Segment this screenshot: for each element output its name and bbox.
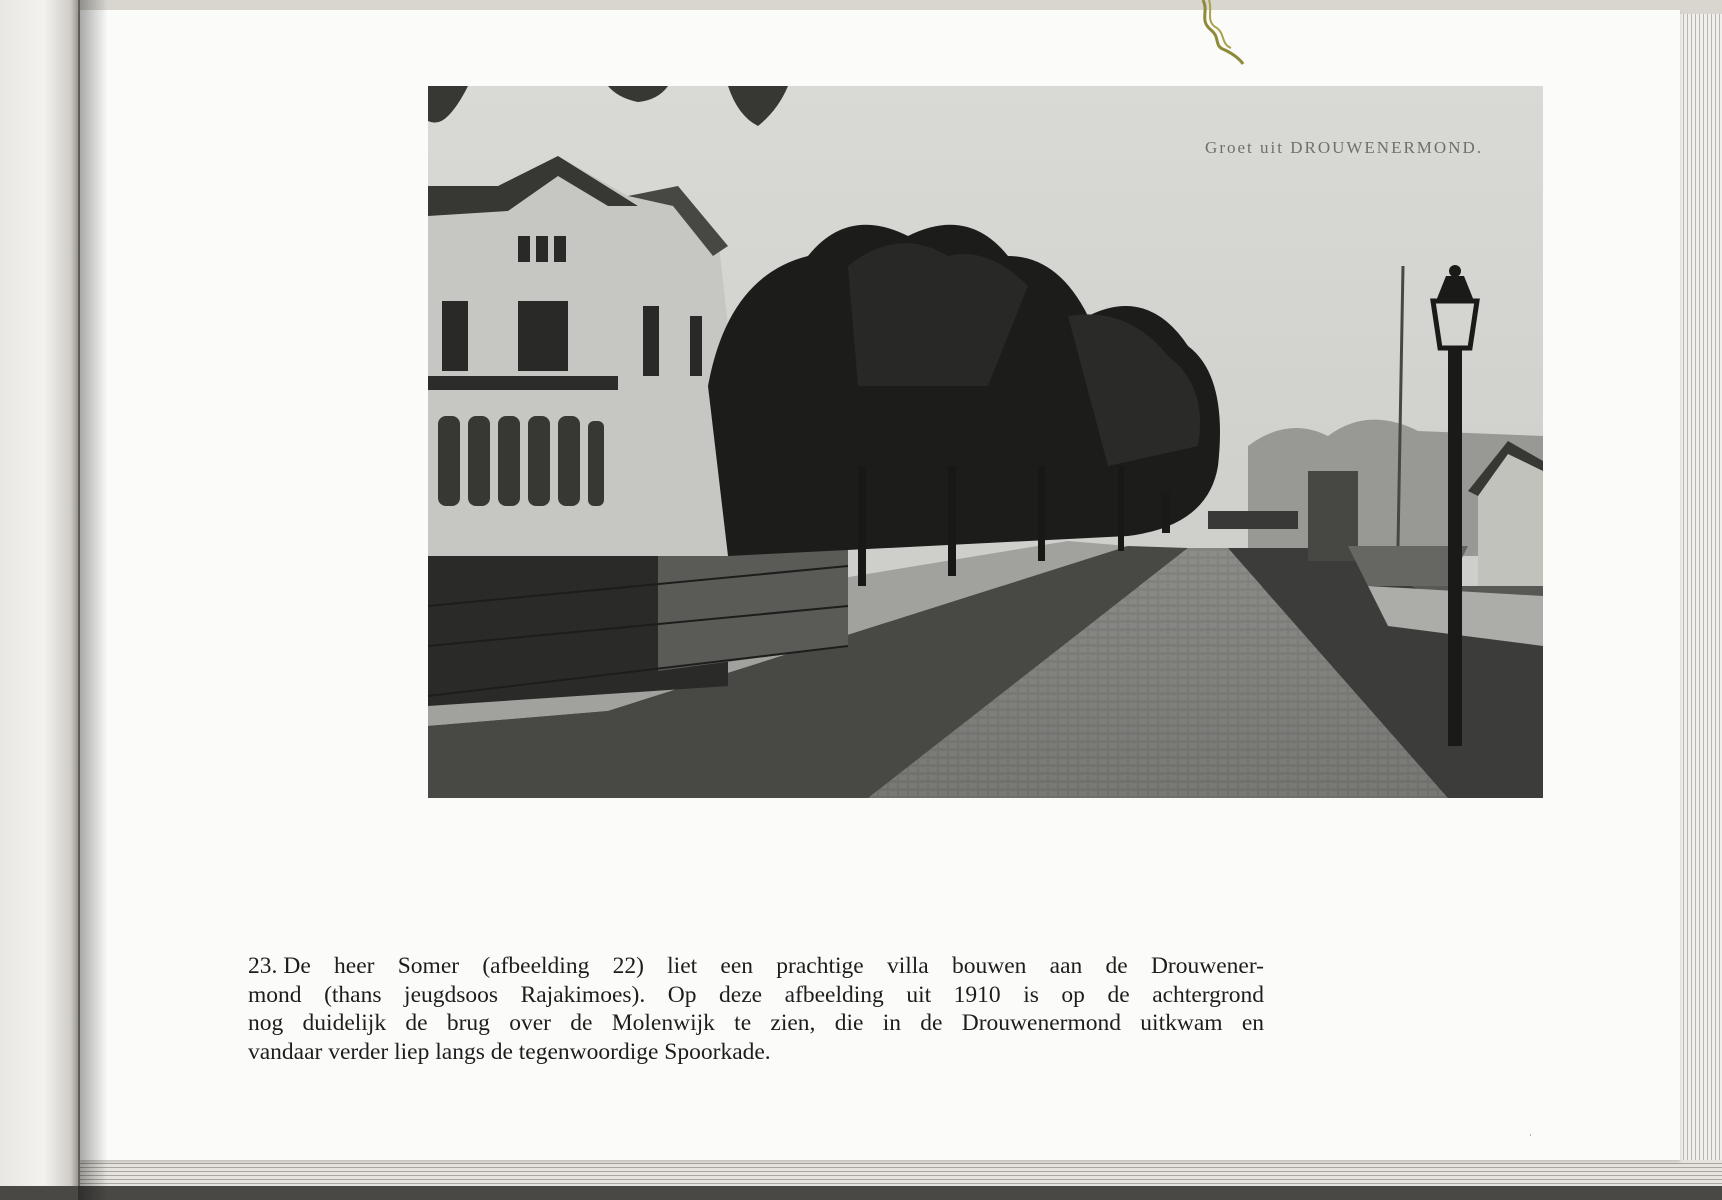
page-stack-edge-right xyxy=(1680,14,1722,1174)
caption-line-3: nog duidelijk de brug over de Molenwijk te zien, die in de Drouwenermond uitkwam en xyxy=(248,1010,1264,1036)
photo-printed-title: Groet uit DROUWENERMOND. xyxy=(1205,138,1483,157)
previous-page-edge xyxy=(0,0,80,1200)
caption-line-2: mond (thans jeugdsoos Rajakimoes). Op deze afbeelding uit 1910 is op de achtergrond xyxy=(248,981,1264,1008)
bookmark-thread-icon xyxy=(1195,0,1255,70)
caption-line-1: 23. De heer Somer (afbeelding 22) liet een prachtige villa bouwen aan de Drouwener- xyxy=(248,953,1264,979)
binding-shadow xyxy=(78,0,108,1200)
villa-street-scene xyxy=(428,86,1543,798)
figure-caption xyxy=(248,952,1264,1066)
historic-photograph xyxy=(428,86,1543,798)
caption-number: 23. xyxy=(248,953,278,979)
page-mark: ˌ xyxy=(1528,1122,1533,1137)
caption-line-4: vandaar verder liep langs de tegenwoordige Spoorkade. xyxy=(248,1038,771,1065)
background-surface xyxy=(0,1186,1722,1200)
